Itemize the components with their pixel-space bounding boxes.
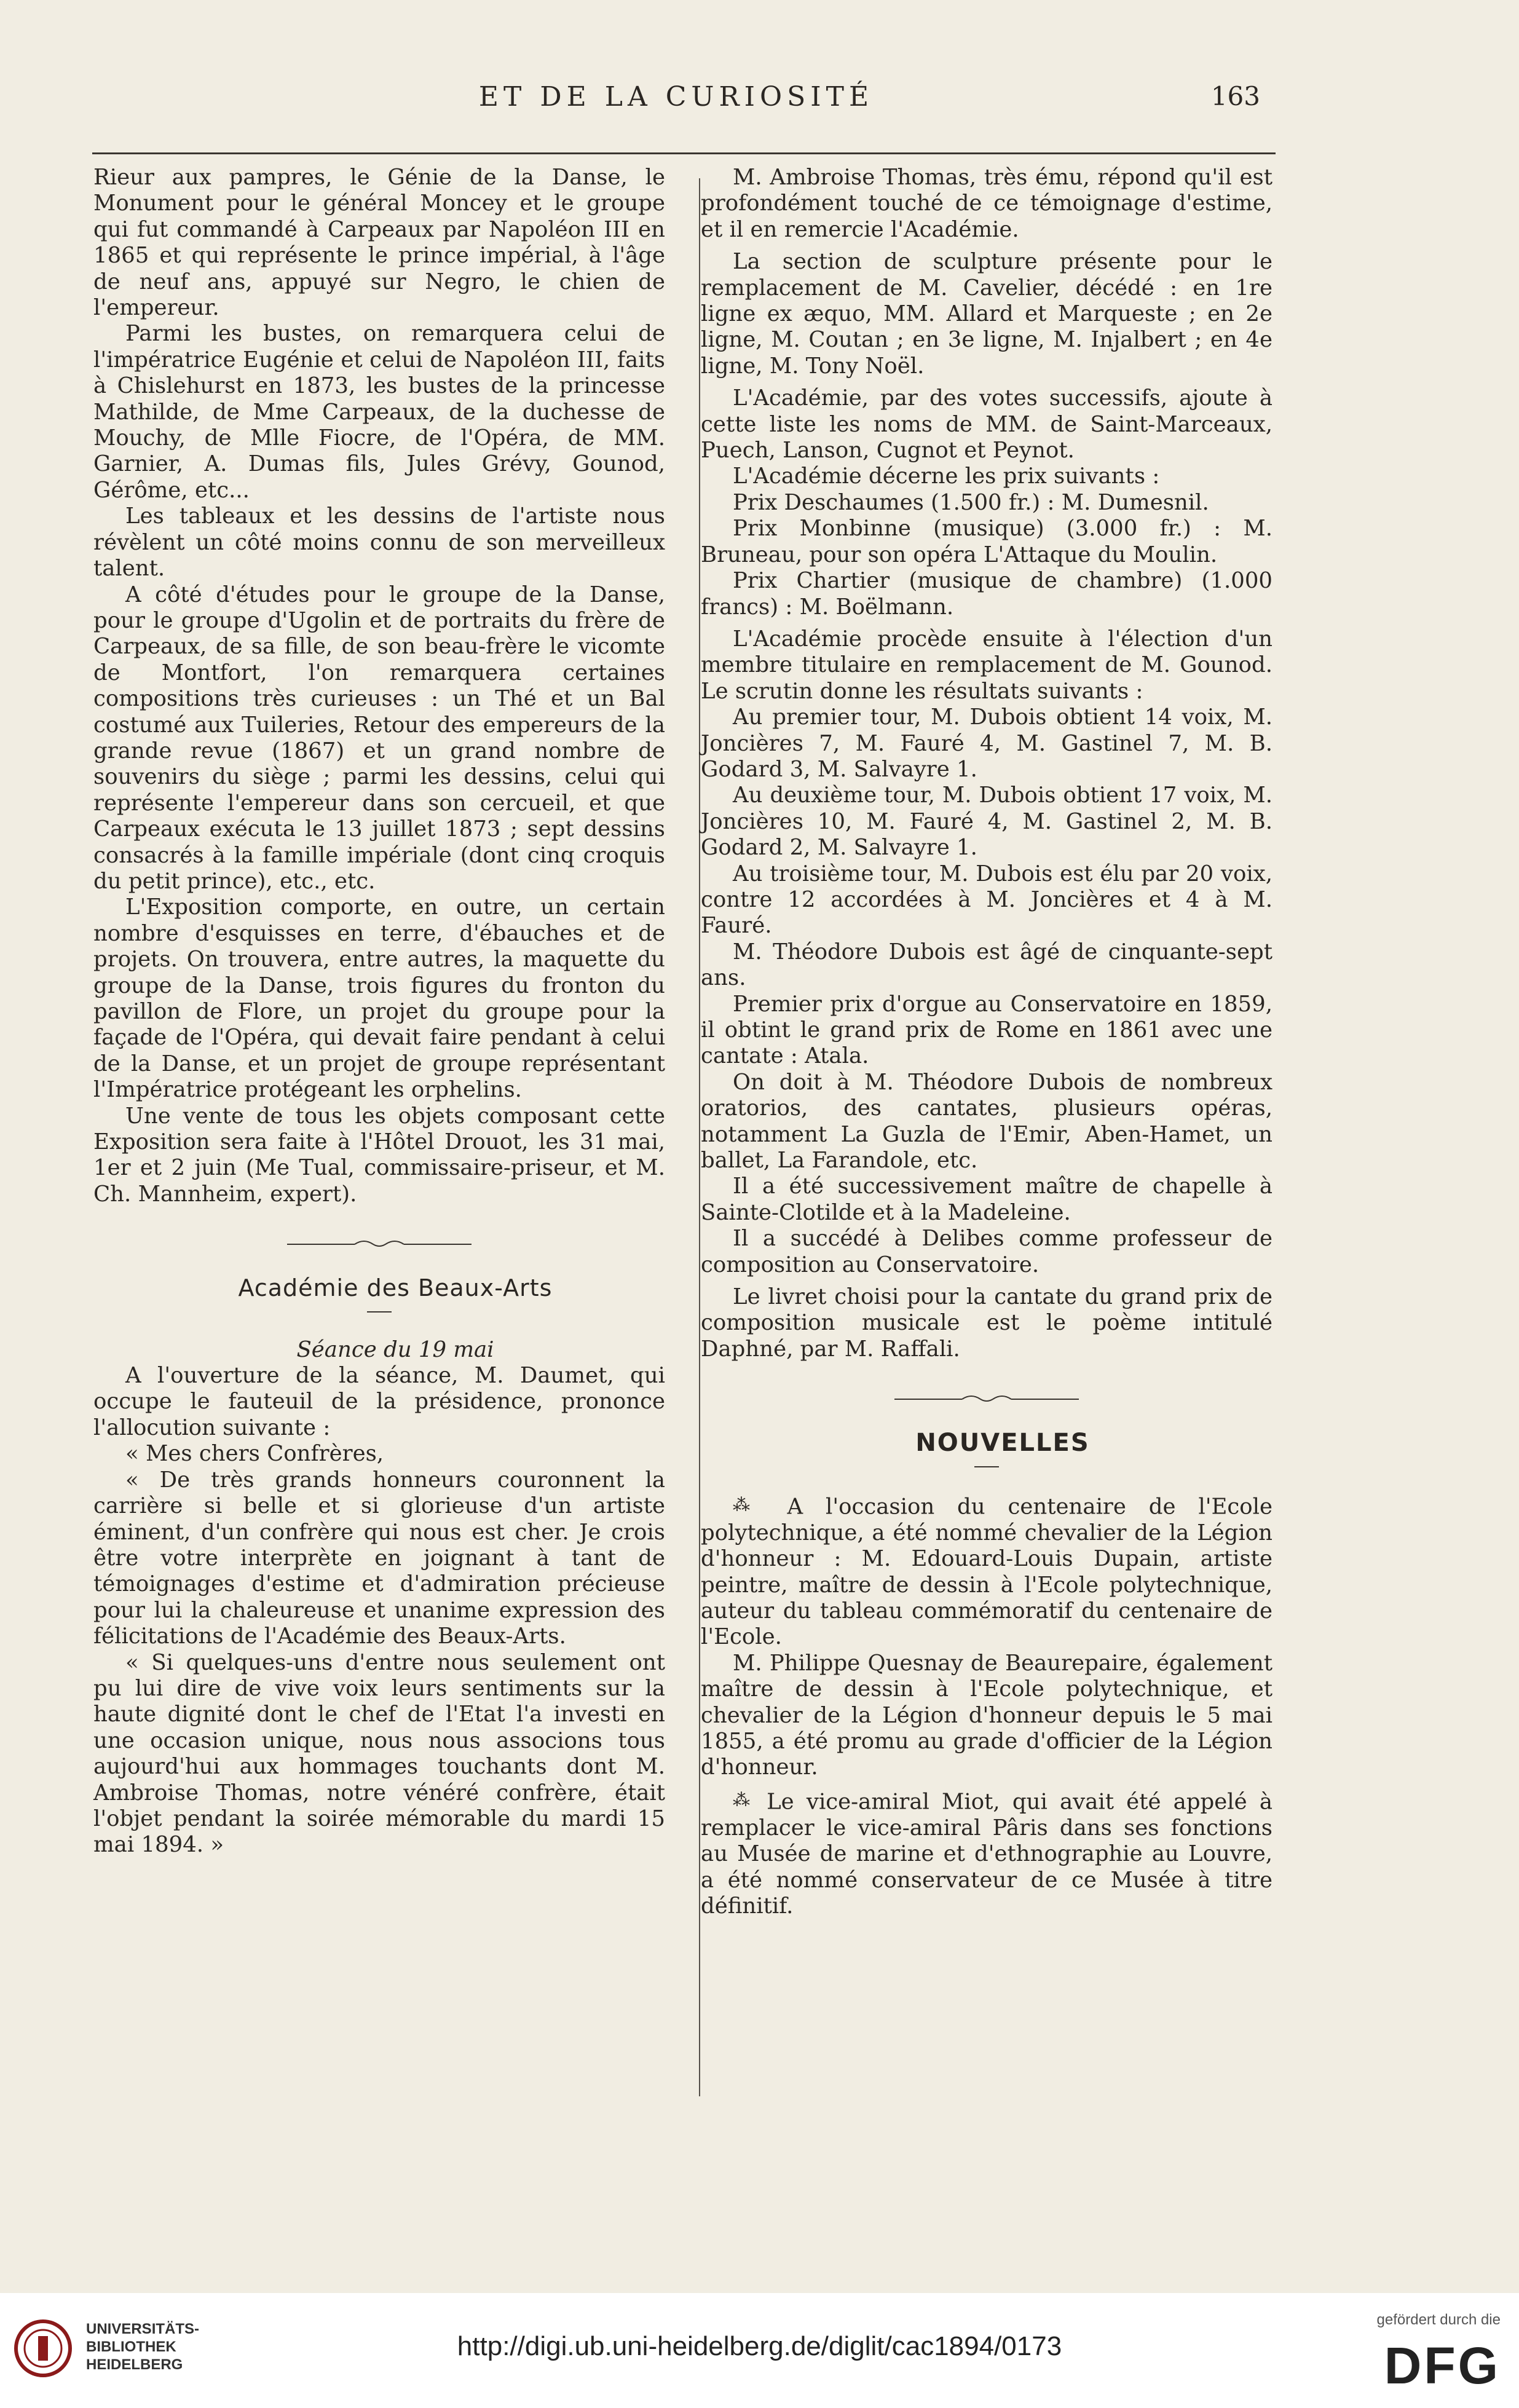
- paragraph: Au troisième tour, M. Dubois est élu par 20 voix, contre 12 accordées à M. Joncières et 4 à M. Fauré.: [701, 861, 1272, 939]
- paragraph: L'Académie, par des votes successifs, ajoute à cette liste les noms de MM. de Saint-Marceaux, Puech, Lanson, Cugnot et Peynot.: [701, 385, 1272, 464]
- paragraph: A côté d'études pour le groupe de la Danse, pour le groupe d'Ugolin et de portraits du frère de Carpeaux, de sa fille, de son beau-frère le vicomte de Montfort, l'on remarquera certaines compositions très curieuses : un Thé et un Bal costumé aux Tuileries, Retour des empereurs de la grande revue (1867) et un grand nombre de souvenirs du siège ; parmi les dessins, celui qui représente l'empereur dans son cercueil, et que Carpeaux exécuta le 13 juillet 1873 ; sept dessins consacrés à la famille impériale (dont cinq croquis du petit prince), etc., etc.: [93, 582, 665, 894]
- news-text: A l'occasion du centenaire de l'Ecole polytechnique, a été nommé chevalier de la Légion d'honneur : M. Edouard-Louis Dupain, artiste peintre, maître de dessin à l'Ecole polytechnique, auteur du tableau commémoratif du centenaire de l'Ecole.: [701, 1494, 1273, 1650]
- page-number: 163: [1210, 81, 1260, 111]
- paragraph: Il a été successivement maître de chapelle à Sainte-Clotilde et à la Madeleine.: [701, 1174, 1272, 1225]
- paragraph: Rieur aux pampres, le Génie de la Danse, le Monument pour le général Moncey et le groupe qui fut commandé à Carpeaux par Napoléon III en 1865 et qui représente le prince impérial, à l'âge de neuf ans, appuyé sur Negro, le chien de l'empereur.: [93, 165, 665, 321]
- right-column: [701, 165, 1272, 1919]
- paragraph: « Mes chers Confrères,: [125, 1441, 384, 1467]
- footer-bar: [0, 2293, 1519, 2408]
- source-url-link[interactable]: http://digi.ub.uni-heidelberg.de/diglit/cac1894/0173: [457, 2331, 1062, 2361]
- news-text: Le vice-amiral Miot, qui avait été appelé à remplacer le vice-amiral Pâris dans ses fonctions au Musée de marine et d'ethnographie au Louvre, a été nommé conservateur de ce Musée à titre définitif.: [701, 1789, 1272, 1919]
- paragraph: « Si quelques-uns d'entre nous seulement ont pu lui dire de vive voix leurs sentiments sur la haute dignité dont le chef de l'Etat l'a investi en une occasion unique, nous nous associons tous aujourd'hui aux hommages touchants dont M. Ambroise Thomas, notre vénéré confrère, était l'objet pendant la soirée mémorable du mardi 15 mai 1894. »: [93, 1649, 665, 1858]
- news-item: [701, 1787, 1272, 1920]
- paragraph: M. Philippe Quesnay de Beaurepaire, également maître de dessin à l'Ecole polytechnique, et chevalier de la Légion d'honneur depuis le 5 mai 1855, a été promu au grade d'officier de la Légion d'honneur.: [701, 1650, 1272, 1780]
- paragraph: On doit à M. Théodore Dubois de nombreux oratorios, des cantates, plusieurs opéras, notamment La Guzla de l'Emir, Aben-Hamet, un ballet, La Farandole, etc.: [701, 1069, 1272, 1174]
- asterism-icon: ⁂: [733, 1494, 765, 1515]
- header-rule: [92, 152, 1276, 154]
- paragraph: « De très grands honneurs couronnent la carrière si belle et si glorieuse d'un artiste éminent, d'un confrère qui nous est cher. Je crois être votre interprète en joignant à tant de témoignages d'estime et d'admiration précieuse pour lui la chaleureuse et unanime expression des félicitations de l'Académie des Beaux-Arts.: [93, 1467, 665, 1649]
- paragraph: Prix Deschaumes (1.500 fr.) : M. Dumesnil.: [733, 489, 1209, 515]
- paragraph: L'Exposition comporte, en outre, un certain nombre d'esquisses en terre, d'ébauches et de projets. On trouvera, entre autres, la maquette du groupe de la Danse, trois figures du fronton du pavillon de Flore, un projet du groupe pour la façade de l'Opéra, qui devait faire pendant à celui de la Danse, et un projet de groupe représentant l'Impératrice protégeant les orphelins.: [93, 894, 665, 1103]
- news-section-title: NOUVELLES: [915, 1429, 1090, 1458]
- ornament-divider: [894, 1393, 1079, 1405]
- asterism-icon: ⁂: [733, 1789, 754, 1810]
- paragraph: L'Académie décerne les prix suivants :: [733, 464, 1160, 489]
- paragraph: Le livret choisi pour la cantate du grand prix de composition musicale est le poème intitulé Daphné, par M. Raffali.: [701, 1284, 1272, 1362]
- paragraph: Prix Monbinne (musique) (3.000 fr.) : M. Bruneau, pour son opéra L'Attaque du Moulin.: [701, 516, 1272, 567]
- paragraph: M. Ambroise Thomas, très ému, répond qu'il est profondément touché de ce témoignage d'estime, et il en remercie l'Académie.: [701, 165, 1272, 242]
- paragraph: Au premier tour, M. Dubois obtient 14 voix, M. Joncières 7, M. Fauré 4, M. Gastinel 7, M. B. Godard 3, M. Salvayre 1.: [701, 705, 1272, 782]
- paragraph: Parmi les bustes, on remarquera celui de l'impératrice Eugénie et celui de Napoléon III, faits à Chislehurst en 1873, les bustes de la princesse Mathilde, de Mme Carpeaux, de la duchesse de Mouchy, de Mlle Fiocre, de l'Opéra, de MM. Garnier, A. Dumas fils, Jules Grévy, Gounod, Gérôme, etc...: [93, 321, 665, 503]
- dfg-logo: DFG: [1384, 2337, 1501, 2394]
- funding-label: gefördert durch die: [1376, 2311, 1501, 2328]
- news-item: [701, 1492, 1272, 1651]
- paragraph: Une vente de tous les objets composant cette Exposition sera faite à l'Hôtel Drouot, les 31 mai, 1er et 2 juin (Me Tual, commissaire-priseur, et M. Ch. Mannheim, expert).: [93, 1103, 665, 1207]
- paragraph: M. Théodore Dubois est âgé de cinquante-sept ans.: [701, 939, 1272, 991]
- paragraph: L'Académie procède ensuite à l'élection d'un membre titulaire en remplacement de M. Gounod. Le scrutin donne les résultats suivants :: [701, 626, 1272, 704]
- paragraph: Les tableaux et les dessins de l'artiste nous révèlent un côté moins connu de son merveilleux talent.: [93, 503, 665, 582]
- library-name: UNIVERSITÄTS- BIBLIOTHEK HEIDELBERG: [86, 2321, 200, 2373]
- left-column: [93, 165, 665, 1858]
- page-header: [92, 81, 1260, 124]
- paragraph: Au deuxième tour, M. Dubois obtient 17 voix, M. Joncières 10, M. Fauré 4, M. Gastinel 2, M. B. Godard 2, M. Salvayre 1.: [701, 783, 1272, 861]
- short-dash: [974, 1466, 999, 1467]
- paragraph: Il a succédé à Delibes comme professeur de composition au Conservatoire.: [701, 1226, 1272, 1277]
- ornament-divider: [287, 1238, 471, 1250]
- paragraph: La section de sculpture présente pour le remplacement de M. Cavelier, décédé : en 1re ligne ex æquo, MM. Allard et Marqueste ; en 2e ligne, M. Coutan ; en 3e ligne, M. Injalbert ; en 4e ligne, M. Tony Noël.: [701, 249, 1272, 379]
- column-divider: [699, 178, 700, 2096]
- short-dash: [367, 1311, 392, 1313]
- section-title: Académie des Beaux-Arts: [238, 1274, 553, 1302]
- running-title: ET DE LA CURIOSITÉ: [478, 81, 874, 113]
- paragraph: A l'ouverture de la séance, M. Daumet, qui occupe le fauteuil de la présidence, prononce l'allocution suivante :: [93, 1363, 665, 1440]
- section-subtitle: Séance du 19 mai: [296, 1336, 494, 1362]
- paragraph: Premier prix d'orgue au Conservatoire en 1859, il obtint le grand prix de Rome en 1861 avec une cantate : Atala.: [701, 991, 1272, 1069]
- paragraph: Prix Chartier (musique de chambre) (1.000 francs) : M. Boëlmann.: [701, 568, 1272, 620]
